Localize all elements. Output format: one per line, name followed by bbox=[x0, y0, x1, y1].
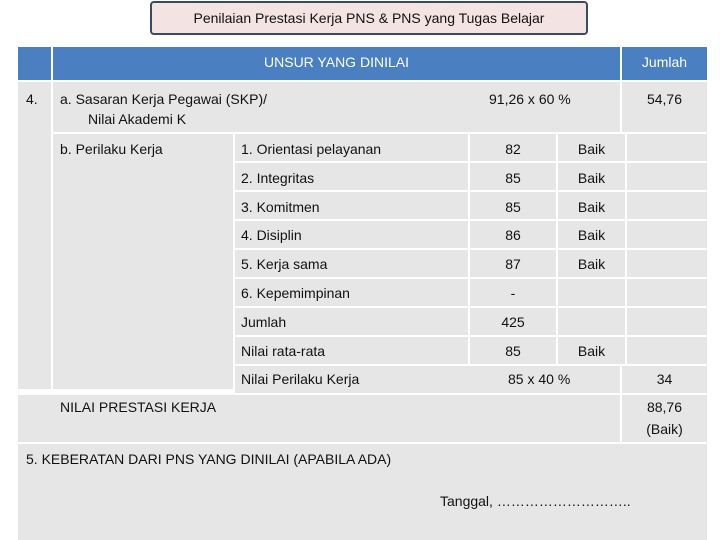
perilaku-label-cell bbox=[53, 134, 233, 389]
header-jumlah: Jumlah bbox=[641, 54, 688, 70]
tanggal-field: Tanggal, ……………………….. bbox=[440, 493, 631, 509]
avg-label: Nilai rata-rata bbox=[241, 343, 326, 359]
skp-label-line2: Nilai Akademi K bbox=[88, 111, 187, 127]
item-grade: Baik bbox=[577, 170, 606, 186]
item-name: 4. Disiplin bbox=[241, 227, 302, 243]
item-name: 1. Orientasi pelayanan bbox=[241, 141, 382, 157]
item-grade: Baik bbox=[577, 256, 606, 272]
skp-jumlah-cell bbox=[622, 82, 707, 132]
nilai-perilaku-label: Nilai Perilaku Kerja bbox=[241, 371, 360, 387]
skp-formula: 91,26 x 60 % bbox=[489, 91, 571, 107]
total-label: Jumlah bbox=[241, 314, 287, 330]
avg-value: 85 bbox=[505, 343, 521, 359]
item-score: 87 bbox=[505, 256, 521, 272]
item-score: 86 bbox=[505, 227, 521, 243]
prestasi-value: 88,76 bbox=[646, 399, 683, 415]
header-unsur: UNSUR YANG DINILAI bbox=[264, 54, 409, 70]
slide-title: Penilaian Prestasi Kerja PNS & PNS yang Tugas Belajar bbox=[150, 1, 588, 35]
avg-grade: Baik bbox=[577, 343, 606, 359]
item-grade: Baik bbox=[577, 199, 606, 215]
perilaku-label: b. Perilaku Kerja bbox=[60, 141, 163, 157]
nilai-perilaku-formula: 85 x 40 % bbox=[508, 371, 571, 387]
item-name: 6. Kepemimpinan bbox=[241, 285, 350, 301]
header-no-cell bbox=[18, 47, 51, 80]
item-score: 85 bbox=[505, 199, 521, 215]
item-name: 2. Integritas bbox=[241, 170, 315, 186]
row-number: 4. bbox=[26, 91, 38, 107]
prestasi-label: NILAI PRESTASI KERJA bbox=[60, 399, 217, 415]
item-grade: Baik bbox=[577, 227, 606, 243]
prestasi-grade: (Baik) bbox=[646, 421, 683, 437]
total-value: 425 bbox=[501, 314, 525, 330]
skp-jumlah: 54,76 bbox=[646, 91, 683, 107]
no-cell bbox=[18, 82, 51, 389]
nilai-perilaku-jumlah: 34 bbox=[656, 371, 673, 387]
keberatan-label: 5. KEBERATAN DARI PNS YANG DINILAI (APABILA ADA) bbox=[26, 451, 392, 467]
item-grade: Baik bbox=[577, 141, 606, 157]
skp-label-line1: a. Sasaran Kerja Pegawai (SKP)/ bbox=[60, 91, 267, 107]
item-score: 82 bbox=[505, 141, 521, 157]
item-name: 3. Komitmen bbox=[241, 199, 320, 215]
item-score: - bbox=[510, 285, 516, 301]
item-score: 85 bbox=[505, 170, 521, 186]
item-name: 5. Kerja sama bbox=[241, 256, 328, 272]
